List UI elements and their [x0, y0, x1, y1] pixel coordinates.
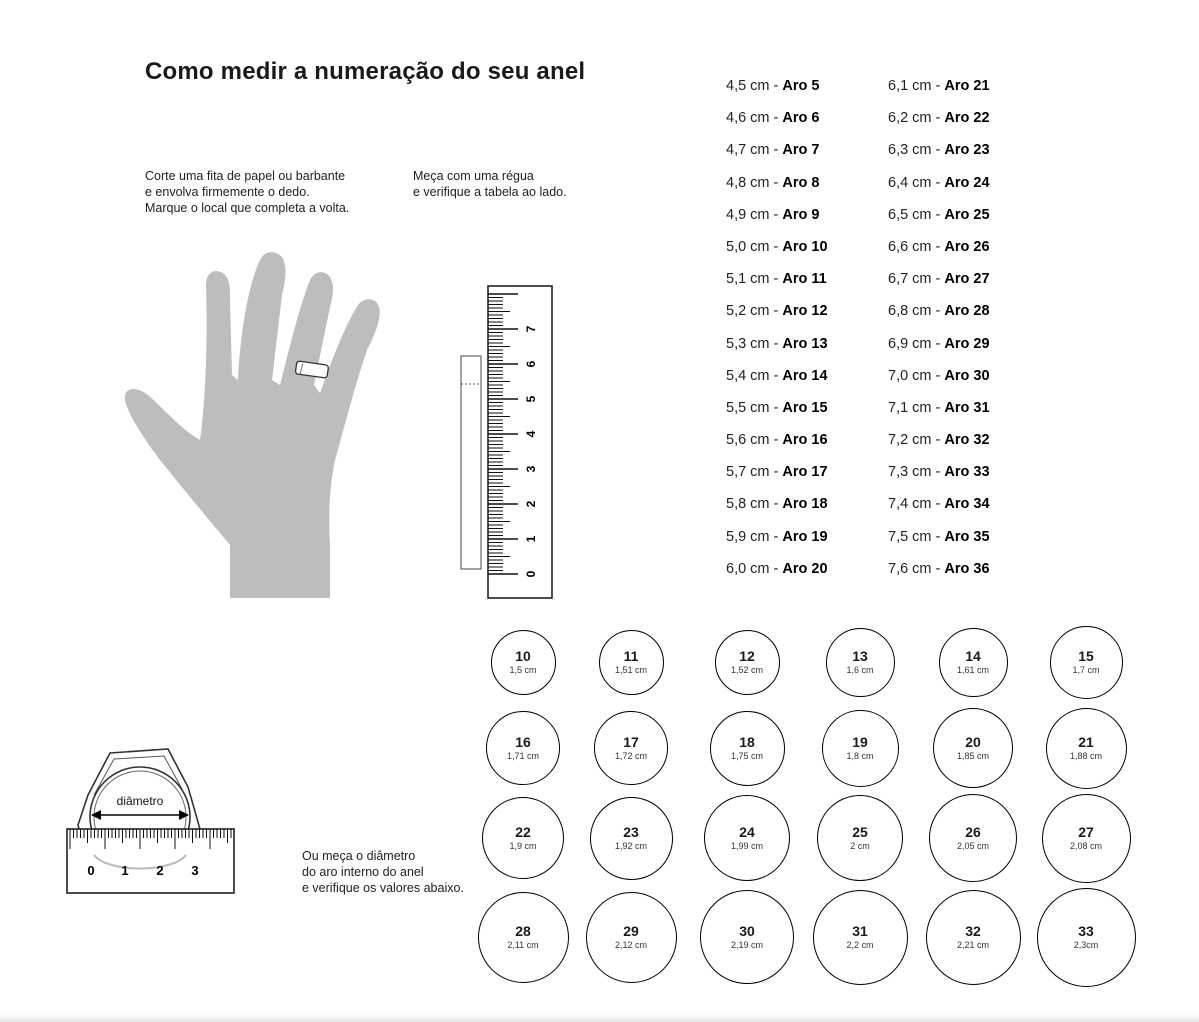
size-circle-31 [813, 890, 908, 985]
circumference-value: 5,8 cm [726, 496, 770, 513]
ring-size-value: Aro 22 [944, 110, 990, 127]
size-circle-21 [1046, 708, 1127, 789]
size-table-row: 5,4 cm - Aro 14 [726, 367, 828, 384]
circumference-value: 5,2 cm [726, 303, 770, 320]
circle-size-number: 22 [515, 824, 531, 840]
circle-diameter-value: 1,6 cm [846, 665, 874, 675]
ruler-label: 2 [524, 500, 538, 508]
ring-size-value: Aro 34 [944, 496, 990, 513]
circumference-value: 5,6 cm [726, 432, 770, 449]
ring-diameter-diagram [60, 745, 245, 895]
size-table-row: 5,2 cm - Aro 12 [726, 303, 828, 320]
circle-diameter-value: 2,08 cm [1069, 841, 1102, 851]
circumference-value: 5,7 cm [726, 464, 770, 481]
circle-diameter-value: 1,52 cm [730, 665, 763, 675]
circle-diameter-value: 1,5 cm [509, 665, 537, 675]
ring-size-value: Aro 13 [782, 335, 828, 352]
size-table-row: 7,6 cm - Aro 36 [888, 560, 990, 577]
circumference-value: 4,7 cm [726, 142, 770, 159]
size-circle-15 [1050, 626, 1123, 699]
circle-diameter-value: 2,2 cm [846, 940, 874, 950]
ring-size-value: Aro 19 [782, 528, 828, 545]
circle-size-number: 10 [515, 648, 531, 664]
hand-illustration [120, 245, 390, 605]
ring-size-value: Aro 35 [944, 528, 990, 545]
circumference-value: 6,8 cm [888, 303, 932, 320]
size-circle-11 [599, 630, 664, 695]
ruler-label: 7 [524, 325, 538, 333]
circle-diameter-value: 1,72 cm [614, 751, 647, 761]
instruction-step-1: Corte uma fita de papel ou barbante e envolva firmemente o dedo. Marque o local que completa a volta. [145, 169, 350, 215]
circle-diameter-value: 1,75 cm [730, 751, 763, 761]
size-circle-25 [817, 795, 903, 881]
circle-size-number: 29 [623, 923, 639, 939]
ring-size-value: Aro 27 [944, 271, 990, 288]
circumference-value: 6,3 cm [888, 142, 932, 159]
paper-strip [461, 356, 481, 569]
circumference-value: 6,9 cm [888, 335, 932, 352]
size-circle-29 [586, 892, 677, 983]
size-table-row: 5,9 cm - Aro 19 [726, 528, 828, 545]
circle-size-number: 31 [852, 923, 868, 939]
circle-diameter-value: 2,3cm [1073, 940, 1099, 950]
instruction-step-3: Ou meça o diâmetro do aro interno do anel e verifique os valores abaixo. [302, 849, 464, 895]
circle-size-number: 21 [1078, 734, 1094, 750]
circle-size-number: 19 [852, 734, 868, 750]
size-circle-17 [594, 711, 668, 785]
circle-size-number: 17 [623, 734, 639, 750]
size-table-row: 6,6 cm - Aro 26 [888, 238, 990, 255]
ring-size-value: Aro 7 [782, 142, 820, 159]
circle-size-number: 23 [623, 824, 639, 840]
page-title: Como medir a numeração do seu anel [145, 58, 586, 85]
ring-size-value: Aro 21 [944, 78, 990, 94]
circle-diameter-value: 1,8 cm [846, 751, 874, 761]
ruler-label: 1 [524, 535, 538, 543]
size-circle-30 [700, 890, 794, 984]
circumference-value: 6,2 cm [888, 110, 932, 127]
ring-size-value: Aro 6 [782, 110, 820, 127]
ruler-label: 0 [524, 570, 538, 578]
ring-size-value: Aro 9 [782, 206, 820, 223]
ring-size-value: Aro 26 [944, 238, 990, 255]
circumference-value: 5,1 cm [726, 271, 770, 288]
ring-size-value: Aro 11 [782, 271, 827, 288]
ring-size-value: Aro 36 [944, 560, 990, 577]
circle-diameter-value: 2,19 cm [730, 940, 763, 950]
size-table-row: 7,0 cm - Aro 30 [888, 367, 990, 384]
size-table-row: 6,1 cm - Aro 21 [888, 78, 990, 94]
circle-size-number: 26 [965, 824, 981, 840]
circumference-value: 5,0 cm [726, 238, 770, 255]
ring-size-value: Aro 8 [782, 174, 820, 191]
ring-size-value: Aro 33 [944, 464, 990, 481]
circle-size-number: 25 [852, 824, 868, 840]
size-table-row: 4,9 cm - Aro 9 [726, 206, 820, 223]
circle-size-number: 15 [1078, 648, 1094, 664]
ring-size-value: Aro 25 [944, 206, 990, 223]
ring-size-value: Aro 24 [944, 174, 990, 191]
circle-size-number: 32 [965, 923, 981, 939]
size-table-row: 5,3 cm - Aro 13 [726, 335, 828, 352]
size-circle-20 [933, 708, 1013, 788]
ring-size-value: Aro 12 [782, 303, 828, 320]
circle-diameter-value: 2,05 cm [956, 841, 989, 851]
size-table-row: 5,8 cm - Aro 18 [726, 496, 828, 513]
circumference-value: 7,1 cm [888, 399, 932, 416]
circle-size-number: 18 [739, 734, 755, 750]
size-circle-24 [704, 795, 790, 881]
circumference-value: 5,5 cm [726, 399, 770, 416]
circle-diameter-value: 1,9 cm [509, 841, 537, 851]
diameter-scale-2: 2 [156, 863, 164, 878]
size-circle-27 [1042, 794, 1131, 883]
size-circle-14 [939, 628, 1008, 697]
circumference-value: 6,7 cm [888, 271, 932, 288]
circle-size-number: 33 [1078, 923, 1094, 939]
size-table-row: 7,4 cm - Aro 34 [888, 496, 990, 513]
circumference-value: 7,5 cm [888, 528, 932, 545]
circumference-value: 6,5 cm [888, 206, 932, 223]
ring-size-value: Aro 28 [944, 303, 990, 320]
circumference-value: 7,3 cm [888, 464, 932, 481]
circumference-value: 4,8 cm [726, 174, 770, 191]
size-circle-13 [826, 628, 895, 697]
size-circle-10 [491, 630, 556, 695]
ruler-label: 4 [524, 430, 538, 438]
bottom-shadow [0, 1014, 1199, 1022]
ring-size-value: Aro 20 [782, 560, 828, 577]
ring-size-value: Aro 15 [782, 399, 828, 416]
circumference-value: 7,6 cm [888, 560, 932, 577]
circle-diameter-value: 2 cm [850, 841, 870, 851]
size-table-row: 7,1 cm - Aro 31 [888, 399, 990, 416]
size-table-row: 6,8 cm - Aro 28 [888, 303, 990, 320]
circle-size-number: 12 [739, 648, 755, 664]
circumference-value: 5,3 cm [726, 335, 770, 352]
circle-size-number: 13 [852, 648, 868, 664]
circle-diameter-value: 1,99 cm [730, 841, 763, 851]
diameter-scale-0: 0 [87, 863, 95, 878]
circumference-value: 6,1 cm [888, 78, 932, 94]
size-table-row: 5,7 cm - Aro 17 [726, 464, 828, 481]
circumference-value: 4,9 cm [726, 206, 770, 223]
circle-diameter-value: 2,11 cm [507, 940, 539, 950]
circumference-value: 5,9 cm [726, 528, 770, 545]
ring-size-value: Aro 17 [782, 464, 828, 481]
ruler-label: 5 [524, 395, 538, 403]
size-table-row: 6,3 cm - Aro 23 [888, 142, 990, 159]
circle-size-number: 11 [623, 648, 639, 664]
size-table-row: 5,0 cm - Aro 10 [726, 238, 828, 255]
circle-diameter-value: 1,7 cm [1072, 665, 1100, 675]
size-circle-16 [486, 711, 560, 785]
circle-diameter-value: 2,21 cm [956, 940, 989, 950]
ruler-label: 6 [524, 360, 538, 368]
circumference-value: 7,0 cm [888, 367, 932, 384]
size-circle-12 [715, 630, 780, 695]
size-table-row: 6,4 cm - Aro 24 [888, 174, 990, 191]
size-table-row: 7,5 cm - Aro 35 [888, 528, 990, 545]
size-table-left-column [726, 76, 828, 591]
size-table-row: 5,5 cm - Aro 15 [726, 399, 828, 416]
size-table-row: 6,0 cm - Aro 20 [726, 560, 828, 577]
size-table-row: 4,6 cm - Aro 6 [726, 110, 820, 127]
ring-size-value: Aro 30 [944, 367, 990, 384]
size-table-row: 7,2 cm - Aro 32 [888, 432, 990, 449]
circle-size-number: 27 [1078, 824, 1094, 840]
size-circle-23 [590, 797, 673, 880]
circle-size-number: 14 [965, 648, 981, 664]
diameter-scale-3: 3 [191, 863, 199, 878]
size-circle-26 [929, 794, 1017, 882]
circle-diameter-value: 1,92 cm [614, 841, 647, 851]
size-circle-33 [1037, 888, 1136, 987]
ring-size-value: Aro 10 [782, 238, 828, 255]
size-circle-32 [926, 890, 1021, 985]
size-circle-28 [478, 892, 569, 983]
circle-size-number: 30 [739, 923, 755, 939]
ring-size-value: Aro 14 [782, 367, 828, 384]
diameter-label: diâmetro [116, 794, 164, 808]
ring-size-value: Aro 29 [944, 335, 990, 352]
circumference-value: 7,2 cm [888, 432, 932, 449]
circle-diameter-value: 1,61 cm [956, 665, 989, 675]
ring-size-value: Aro 5 [782, 78, 820, 94]
circumference-value: 5,4 cm [726, 367, 770, 384]
size-circle-19 [822, 710, 899, 787]
size-circle-18 [710, 711, 785, 786]
instruction-step-2: Meça com uma régua e verifique a tabela ao lado. [413, 169, 567, 199]
ring-size-value: Aro 18 [782, 496, 828, 513]
circle-size-number: 28 [515, 923, 531, 939]
size-table-row: 4,5 cm - Aro 5 [726, 78, 820, 94]
circle-diameter-value: 1,51 cm [614, 665, 647, 675]
circumference-value: 4,6 cm [726, 110, 770, 127]
circle-diameter-value: 1,71 cm [506, 751, 539, 761]
size-table-row: 5,6 cm - Aro 16 [726, 432, 828, 449]
ring-size-value: Aro 31 [944, 399, 990, 416]
size-table-row: 4,7 cm - Aro 7 [726, 142, 820, 159]
size-table-row: 6,5 cm - Aro 25 [888, 206, 990, 223]
ruler-illustration [455, 280, 555, 605]
circle-size-number: 20 [965, 734, 981, 750]
circle-diameter-value: 2,12 cm [614, 940, 647, 950]
size-table-row: 5,1 cm - Aro 11 [726, 271, 827, 288]
circumference-value: 7,4 cm [888, 496, 932, 513]
circumference-value: 6,0 cm [726, 560, 770, 577]
circumference-value: 4,5 cm [726, 78, 770, 94]
size-table-row: 7,3 cm - Aro 33 [888, 464, 990, 481]
ruler-label: 3 [524, 465, 538, 473]
circle-size-number: 16 [515, 734, 531, 750]
circle-diameter-value: 1,85 cm [956, 751, 989, 761]
size-table-row: 6,2 cm - Aro 22 [888, 110, 990, 127]
size-circle-22 [482, 797, 564, 879]
ring-size-value: Aro 23 [944, 142, 990, 159]
size-table-row: 6,9 cm - Aro 29 [888, 335, 990, 352]
ring-size-value: Aro 16 [782, 432, 828, 449]
circumference-value: 6,6 cm [888, 238, 932, 255]
size-table-row: 4,8 cm - Aro 8 [726, 174, 820, 191]
size-table-right-column [888, 76, 990, 591]
size-table-row: 6,7 cm - Aro 27 [888, 271, 990, 288]
diameter-scale-1: 1 [121, 863, 129, 878]
circumference-value: 6,4 cm [888, 174, 932, 191]
circle-size-number: 24 [739, 824, 755, 840]
circle-diameter-value: 1,88 cm [1069, 751, 1102, 761]
ring-size-value: Aro 32 [944, 432, 990, 449]
